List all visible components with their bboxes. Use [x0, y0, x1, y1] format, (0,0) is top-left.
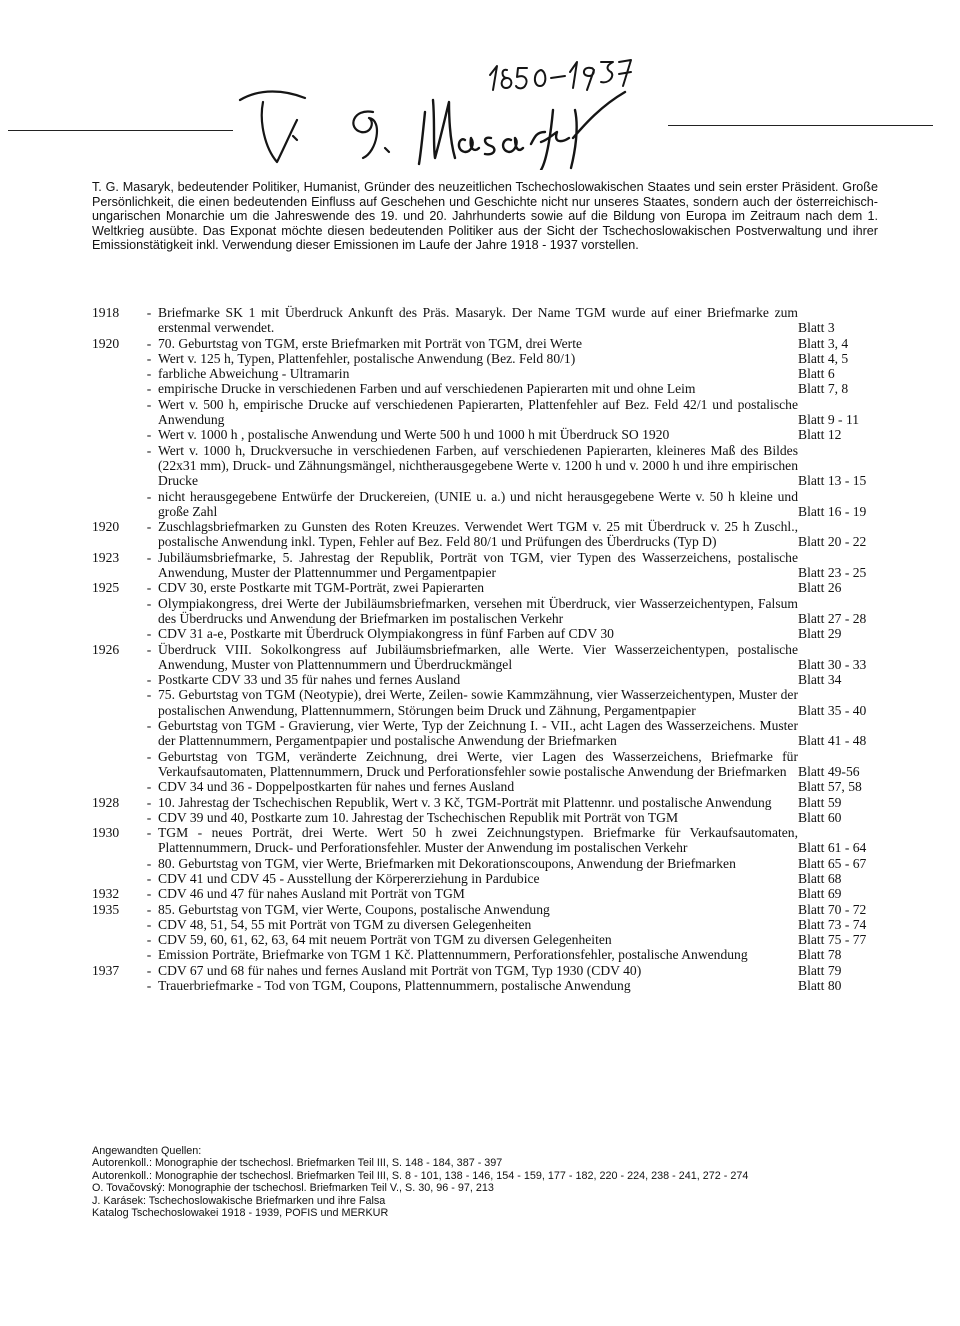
entry-year: [92, 672, 140, 687]
entry-dash: -: [146, 427, 152, 443]
entry-year: [92, 871, 140, 886]
entry-year: 1930: [92, 825, 120, 841]
entry-sheet: Blatt 65 - 67: [798, 855, 867, 871]
entry-sheet: Blatt 20 - 22: [798, 534, 867, 550]
entry-year: 1935: [92, 901, 120, 917]
list-item: [92, 626, 892, 641]
entry-dash: -: [146, 335, 152, 351]
source-line: O. Tovačovský: Monographie der tschechosl. Briefmarken Teil V., S. 30, 96 - 97, 213: [92, 1182, 494, 1195]
entry-sheet: Blatt 7, 8: [798, 381, 849, 397]
entry-sheet: Blatt 69: [798, 886, 842, 902]
entry-sheet: Blatt 78: [798, 947, 842, 963]
entry-description: Jubiläumsbriefmarke, 5. Jahrestag der Republik, Porträt von TGM, vier Typen des Wasserzeichens, postalische Anwendung, Muster der Plattennummer und Pergamentpapier: [158, 549, 798, 581]
entry-dash: -: [146, 549, 152, 565]
entry-year: [92, 718, 140, 749]
entry-year: [92, 687, 140, 718]
entry-sheet: Blatt 27 - 28: [798, 610, 867, 626]
entry-year: 1937: [92, 962, 120, 978]
list-item: [92, 427, 892, 442]
source-line: Autorenkoll.: Monographie der tschechosl. Briefmarken Teil III, S. 148 - 184, 387 - 397: [92, 1157, 503, 1170]
entry-year: [92, 978, 140, 993]
entry-description: Geburtstag von TGM - Gravierung, vier Werte, Typ der Zeichnung I. - VII., acht Lagen des Wasserzeichens. Muster der Plattennummern, Pergamentpapier und postalische Anwendung der Briefmarken: [158, 718, 798, 749]
entry-description: Zuschlagsbriefmarken zu Gunsten des Roten Kreuzes. Verwendet Wert TGM v. 25 mit Überdruck v. 25 h Zuschl., postalische Anwendung inkl. Typen, Fehler auf Bez. Feld 80/1 und Prüfungen des Überdrucks (Typ D): [158, 519, 798, 550]
entry-sheet: Blatt 3: [798, 320, 835, 336]
entry-description: Überdruck VIII. Sokolkongress auf Jubiläumsbriefmarken, alle Werte. Vier Wasserzeichentypen, postalische Anwendung, Muster von Plattennummern und Überdruckmängel: [158, 641, 798, 672]
entry-description: CDV 39 und 40, Postkarte zum 10. Jahrestag der Tschechischen Republik mit Porträt von TGM: [158, 809, 679, 825]
entry-year: 1920: [92, 335, 120, 351]
entry-description: CDV 31 a-e, Postkarte mit Überdruck Olympiakongress in fünf Farben auf CDV 30: [158, 626, 614, 642]
entry-description: TGM - neues Porträt, drei Werte. Wert 50 h zwei Zeichnungstypen. Briefmarke für Verkaufsautomaten, Plattennummern, Druck- und Perforationsfehler. Muster der Anwendung im postalischen Verkehr: [158, 825, 798, 856]
entry-dash: -: [146, 595, 152, 611]
entry-description: 80. Geburtstag von TGM, vier Werte, Briefmarken mit Dekorationscoupons, Anwendung der Briefmarken: [158, 855, 736, 871]
entry-dash: -: [146, 381, 152, 397]
header-rule-right: [668, 125, 933, 126]
list-item: [92, 519, 892, 550]
entry-description: CDV 67 und 68 für nahes und fernes Ausland mit Porträt von TGM, Typ 1930 (CDV 40): [158, 962, 642, 978]
entry-description: farbliche Abweichung - Ultramarin: [158, 366, 350, 382]
entry-description: CDV 30, erste Postkarte mit TGM-Porträt, zwei Papierarten: [158, 580, 485, 596]
entry-dash: -: [146, 626, 152, 642]
source-line: Katalog Tschechoslowakei 1918 - 1939, POFIS und MERKUR: [92, 1207, 389, 1220]
entry-description: nicht herausgegebene Entwürfe der Druckereien, (UNIE u. a.) und nicht herausgegebene Werte v. 50 h kleine und große Zahl: [158, 488, 798, 519]
entry-sheet: Blatt 57, 58: [798, 779, 862, 795]
header: [0, 40, 960, 170]
entry-dash: -: [146, 687, 152, 703]
entry-sheet: Blatt 35 - 40: [798, 702, 867, 718]
list-item: [92, 305, 892, 336]
list-item: [92, 963, 892, 978]
sources-section: [92, 1145, 892, 1219]
entry-dash: -: [146, 932, 152, 948]
list-item: [92, 932, 892, 947]
entry-year: [92, 443, 140, 489]
list-item: [92, 871, 892, 886]
entry-year: [92, 810, 140, 825]
list-item: [92, 917, 892, 932]
entry-dash: -: [146, 580, 152, 596]
list-item: [92, 718, 892, 749]
entry-dash: -: [146, 442, 152, 458]
entry-dash: -: [146, 488, 152, 504]
entry-year: [92, 366, 140, 381]
list-item: [92, 381, 892, 396]
list-item: [92, 795, 892, 810]
entry-dash: -: [146, 350, 152, 366]
entry-dash: -: [146, 305, 152, 320]
entry-dash: -: [146, 794, 152, 810]
entry-description: 70. Geburtstag von TGM, erste Briefmarken mit Porträt von TGM, drei Werte: [158, 335, 583, 351]
intro-text: T. G. Masaryk, bedeutender Politiker, Humanist, Gründer des neuzeitlichen Tschechoslowakischen Staates und sein erster Präsident. Große Persönlichkeit, die einen bedeutenden Einfluss auf Geschehen und Geschichte nicht nur unseres Staates, sondern auch der österreichisch-ungarischen Monarchie um die Jahreswende des 19. und 20. Jahrhunderts sowie auf die Bildung von Europa im Zeitraum nach dem 1. Weltkrieg ausübte. Das Exponat möchte diesen bedeutenden Politiker aus der Sicht der Tschechoslowakischen Postverwaltung und ihrer Emissionstätigkeit inkl. Verwendung dieser Emissionen im Laufe der Jahre 1918 - 1937 vorstellen.: [92, 180, 878, 252]
list-item: [92, 779, 892, 794]
entry-year: 1923: [92, 549, 120, 565]
entry-dash: -: [146, 718, 152, 734]
entry-sheet: Blatt 60: [798, 809, 842, 825]
list-item: [92, 580, 892, 595]
entry-dash: -: [146, 825, 152, 841]
entry-year: 1925: [92, 580, 120, 596]
entry-sheet: Blatt 6: [798, 366, 835, 382]
entry-year: 1932: [92, 886, 120, 902]
entry-description: Geburtstag von TGM, veränderte Zeichnung, drei Werte, vier Lagen des Wasserzeichens, Briefmarke für Verkaufsautomaten, Plattennummern, Druck und Perforationsfehler sowie postalische Anwendung der Briefmarken: [158, 748, 798, 779]
entry-sheet: Blatt 26: [798, 580, 842, 596]
entry-sheet: Blatt 23 - 25: [798, 565, 867, 581]
list-item: [92, 397, 892, 428]
entry-year: [92, 489, 140, 520]
list-item: [92, 749, 892, 780]
entry-dash: -: [146, 855, 152, 871]
entry-description: Emission Porträte, Briefmarke von TGM 1 Kč. Plattennummern, Perforationsfehler, postalische Anwendung: [158, 947, 748, 963]
entry-year: 1928: [92, 794, 120, 810]
list-item: [92, 902, 892, 917]
entry-year: [92, 917, 140, 932]
header-rule-left: [8, 130, 233, 131]
entry-sheet: Blatt 49-56: [798, 763, 860, 779]
entry-dash: -: [146, 396, 152, 412]
list-item: [92, 351, 892, 366]
entry-year: [92, 932, 140, 947]
sources-heading: Angewandten Quellen:: [92, 1145, 202, 1157]
entry-dash: -: [146, 809, 152, 825]
entry-year: [92, 749, 140, 780]
entry-year: [92, 626, 140, 641]
entry-description: Olympiakongress, drei Werte der Jubiläumsbriefmarken, versehen mit Überdruck, vier Wasserzeichentypen, Falsum des Überdrucks und Anwendung der Briefmarken im postalischen Verkehr: [158, 595, 798, 626]
intro-paragraph: [92, 180, 878, 253]
entry-year: 1918: [92, 305, 120, 320]
entry-year: [92, 351, 140, 366]
entry-dash: -: [146, 366, 152, 382]
entry-year: [92, 397, 140, 428]
entry-dash: -: [146, 672, 152, 688]
entry-dash: -: [146, 901, 152, 917]
entry-description: Trauerbriefmarke - Tod von TGM, Coupons, Plattennummern, postalische Anwendung: [158, 978, 631, 994]
list-item: [92, 489, 892, 520]
entry-dash: -: [146, 947, 152, 963]
entry-description: 85. Geburtstag von TGM, vier Werte, Coupons, postalische Anwendung: [158, 901, 550, 917]
entry-sheet: Blatt 30 - 33: [798, 656, 867, 672]
entry-description: empirische Drucke in verschiedenen Farben und auf verschiedenen Papierarten mit und ohne Leim: [158, 381, 696, 397]
entry-description: 75. Geburtstag von TGM (Neotypie), drei Werte, Zeilen- sowie Kammzähnung, vier Wasserzeichentypen, Muster der postalischen Anwendung, Plattennummern, Störungen beim Druck und Zähnung, Pergamentpapier: [158, 687, 798, 718]
entry-dash: -: [146, 870, 152, 886]
entry-year: 1926: [92, 641, 120, 657]
entry-year: [92, 596, 140, 627]
entry-description: Wert v. 1000 h, Druckversuche in verschiedenen Farben, auf verschiedenen Papierarten, kleineres Maß des Bildes (22x31 mm), Druck- und Zähnungsmängel, nichtherausgegebene Werte v. 1200 h und v. 2000 h und ihre empirischen Drucke: [158, 442, 798, 489]
signature-image: [235, 40, 665, 170]
list-item: [92, 856, 892, 871]
entry-year: [92, 947, 140, 962]
entry-year: [92, 856, 140, 871]
entry-description: Briefmarke SK 1 mit Überdruck Ankunft des Präs. Masaryk. Der Name TGM wurde auf einer Briefmarke zum erstenmal verwendet.: [158, 305, 798, 336]
source-line: J. Karásek: Tschechoslowakische Briefmarken und ihre Falsa: [92, 1194, 386, 1207]
entry-year: [92, 779, 140, 794]
entry-sheet: Blatt 34: [798, 672, 842, 688]
entry-sheet: Blatt 4, 5: [798, 350, 849, 366]
entry-dash: -: [146, 916, 152, 932]
entry-sheet: Blatt 79: [798, 962, 842, 978]
entry-sheet: Blatt 13 - 15: [798, 473, 867, 489]
entry-dash: -: [146, 519, 152, 535]
list-item: [92, 336, 892, 351]
entry-year: 1920: [92, 519, 120, 535]
exhibit-list: [92, 305, 892, 993]
entry-description: CDV 48, 51, 54, 55 mit Porträt von TGM zu diversen Gelegenheiten: [158, 916, 532, 932]
entry-description: Wert v. 1000 h , postalische Anwendung und Werte 500 h und 1000 h mit Überdruck SO 1920: [158, 427, 670, 443]
list-item: [92, 550, 892, 581]
entry-sheet: Blatt 73 - 74: [798, 916, 867, 932]
entry-year: [92, 427, 140, 442]
list-item: [92, 596, 892, 627]
entry-sheet: Blatt 16 - 19: [798, 503, 867, 519]
entry-description: 10. Jahrestag der Tschechischen Republik, Wert v. 3 Kč, TGM-Porträt mit Plattennr. und postalische Anwendung: [158, 794, 772, 810]
entry-description: Postkarte CDV 33 und 35 für nahes und fernes Ausland: [158, 672, 461, 688]
list-item: [92, 687, 892, 718]
entry-sheet: Blatt 41 - 48: [798, 733, 867, 749]
list-item: [92, 810, 892, 825]
entry-dash: -: [146, 962, 152, 978]
entry-sheet: Blatt 70 - 72: [798, 901, 867, 917]
entry-dash: -: [146, 978, 152, 994]
entry-description: Wert v. 500 h, empirische Drucke auf verschiedenen Papierarten, Plattenfehler auf Bez. Feld 42/1 und postalische Anwendung: [158, 396, 798, 428]
entry-dash: -: [146, 886, 152, 902]
entry-description: CDV 46 und 47 für nahes Ausland mit Porträt von TGM: [158, 886, 465, 902]
entry-sheet: Blatt 80: [798, 978, 842, 994]
entry-description: Wert v. 125 h, Typen, Plattenfehler, postalische Anwendung (Bez. Feld 80/1): [158, 350, 576, 366]
entry-dash: -: [146, 641, 152, 657]
source-line: Autorenkoll.: Monographie der tschechosl. Briefmarken Teil III, S. 8 - 101, 138 - 146, 154 - 159, 177 - 182, 220 - 224, 238 - 241, 272 - 274: [92, 1169, 749, 1182]
list-item: [92, 886, 892, 901]
entry-sheet: Blatt 29: [798, 626, 842, 642]
entry-year: [92, 381, 140, 396]
list-item: [92, 978, 892, 993]
list-item: [92, 642, 892, 673]
entry-sheet: Blatt 61 - 64: [798, 840, 867, 856]
entry-description: CDV 41 und CDV 45 - Ausstellung der Körpererziehung in Pardubice: [158, 870, 540, 886]
entry-dash: -: [146, 748, 152, 764]
entry-sheet: Blatt 75 - 77: [798, 932, 867, 948]
entry-sheet: Blatt 68: [798, 870, 842, 886]
entry-sheet: Blatt 3, 4: [798, 335, 849, 351]
entry-description: CDV 59, 60, 61, 62, 63, 64 mit neuem Porträt von TGM zu diversen Gelegenheiten: [158, 932, 612, 948]
entry-dash: -: [146, 779, 152, 795]
list-item: [92, 947, 892, 962]
entry-sheet: Blatt 59: [798, 794, 842, 810]
entry-sheet: Blatt 12: [798, 427, 842, 443]
list-item: [92, 672, 892, 687]
list-item: [92, 443, 892, 489]
entry-description: CDV 34 und 36 - Doppelpostkarten für nahes und fernes Ausland: [158, 779, 515, 795]
entry-sheet: Blatt 9 - 11: [798, 412, 860, 428]
list-item: [92, 825, 892, 856]
list-item: [92, 366, 892, 381]
